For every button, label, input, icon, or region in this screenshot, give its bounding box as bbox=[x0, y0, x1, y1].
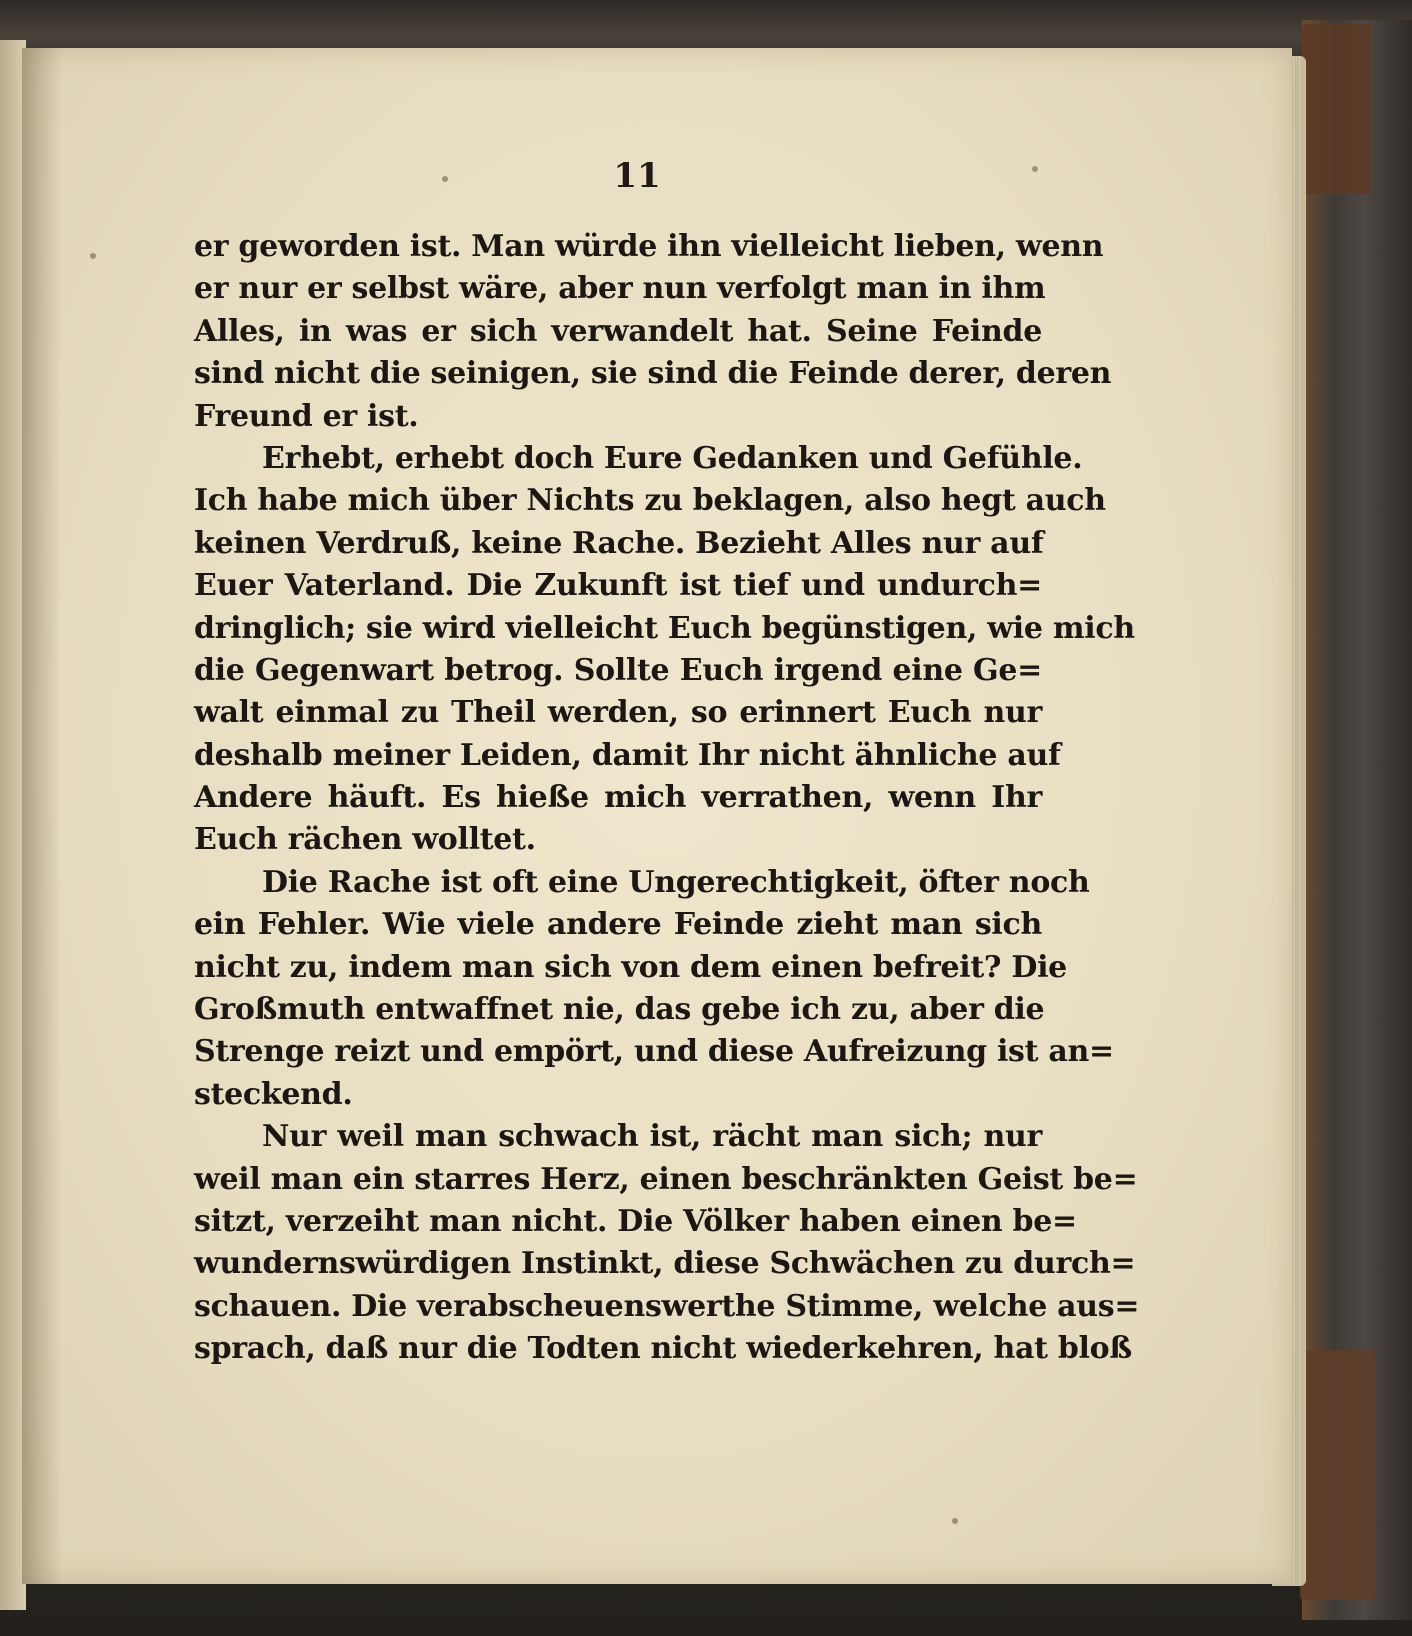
leather-corner-top bbox=[1302, 24, 1372, 194]
text-line: dringlich; sie wird vielleicht Euch begünstigen, wie mich bbox=[194, 610, 1135, 646]
text-line: Ich habe mich über Nichts zu beklagen, also hegt auch bbox=[194, 483, 1106, 519]
text-line: Andere häuft. Es hieße mich verrathen, wenn Ihr bbox=[194, 780, 1042, 816]
paper-speck bbox=[952, 1518, 958, 1524]
paper-speck bbox=[1032, 166, 1038, 172]
text-line: Nur weil man schwach ist, rächt man sich; nur bbox=[262, 1119, 1042, 1155]
text-line: nicht zu, indem man sich von dem einen befreit? Die bbox=[194, 949, 1067, 985]
paper-speck bbox=[90, 253, 96, 259]
book-page bbox=[22, 48, 1292, 1584]
text-line: er geworden ist. Man würde ihn vielleicht lieben, wenn bbox=[194, 229, 1104, 264]
text-line: weil man ein starres Herz, einen beschränkten Geist be= bbox=[194, 1161, 1138, 1197]
text-line: Großmuth entwaffnet nie, das gebe ich zu, aber die bbox=[194, 992, 1045, 1028]
text-line: wundernswürdigen Instinkt, diese Schwächen zu durch= bbox=[194, 1246, 1136, 1282]
text-line: sitzt, verzeiht man nicht. Die Völker haben einen be= bbox=[194, 1203, 1077, 1239]
body-text bbox=[194, 226, 1140, 1371]
text-line: er nur er selbst wäre, aber nun verfolgt man in ihm bbox=[194, 271, 1046, 307]
text-line: keinen Verdruß, keine Rache. Bezieht Alles nur auf bbox=[194, 525, 1044, 561]
text-line: Die Rache ist oft eine Ungerechtigkeit, öfter noch bbox=[262, 864, 1090, 900]
paper-speck bbox=[442, 176, 448, 182]
text-line: die Gegenwart betrog. Sollte Euch irgend eine Ge= bbox=[194, 652, 1042, 688]
text-line: Alles, in was er sich verwandelt hat. Seine Feinde bbox=[194, 313, 1042, 349]
text-line: steckend. bbox=[194, 1076, 353, 1112]
text-line: schauen. Die verabscheuenswerthe Stimme, welche aus= bbox=[194, 1288, 1140, 1324]
text-line: Strenge reizt und empört, und diese Aufreizung ist an= bbox=[194, 1034, 1114, 1070]
leather-corner-bottom bbox=[1300, 1350, 1376, 1600]
text-line: deshalb meiner Leiden, damit Ihr nicht ähnliche auf bbox=[194, 737, 1061, 773]
page-number: 11 bbox=[613, 156, 661, 196]
text-line: Euch rächen wolltet. bbox=[194, 822, 536, 858]
text-line: Erhebt, erhebt doch Eure Gedanken und Gefühle. bbox=[262, 440, 1083, 476]
text-line: Freund er ist. bbox=[194, 398, 419, 434]
text-line: sprach, daß nur die Todten nicht wiederkehren, hat bloß bbox=[194, 1331, 1132, 1367]
text-line: ein Fehler. Wie viele andere Feinde zieht man sich bbox=[194, 907, 1042, 943]
text-line: walt einmal zu Theil werden, so erinnert Euch nur bbox=[194, 695, 1042, 731]
gutter-shadow bbox=[22, 48, 62, 1584]
text-line: sind nicht die seinigen, sie sind die Feinde derer, deren bbox=[194, 356, 1112, 392]
text-line: Euer Vaterland. Die Zukunft ist tief und undurch= bbox=[194, 568, 1042, 604]
